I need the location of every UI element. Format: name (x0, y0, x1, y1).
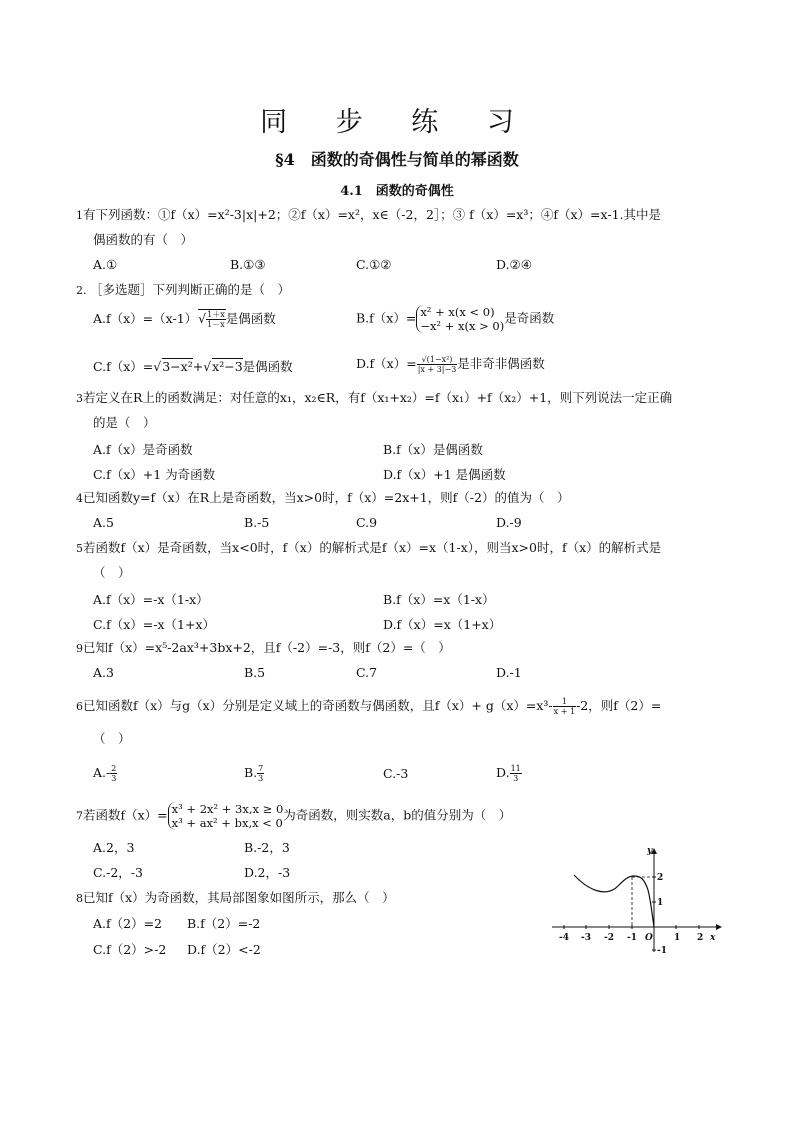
y-tick-label: 2 (657, 873, 664, 883)
option-a: A.f（2）=2 (93, 916, 163, 931)
option-c: C.9 (356, 515, 378, 530)
option-d: D.f（2）<-2 (187, 942, 261, 957)
question-number: 7 (76, 809, 83, 823)
question-9 (76, 639, 451, 658)
question-6-line2: （ ） (93, 731, 131, 746)
option-d: D.f（x）= $\frac{\text{√(1−x²)}}{|x + 3|-3}$ 是非奇非偶函数 (356, 355, 545, 374)
question-number: 9 (76, 642, 83, 655)
question-text: 已知f（x）=x⁵-2ax³+3bx+2，且f（-2）=-3，则f（2）=（ ） (83, 640, 451, 655)
option-a: A.f（x）是奇函数 (93, 442, 193, 457)
question-number: 3 (76, 392, 83, 405)
question-6: 6已知函数f（x）与g（x）分别是定义域上的奇函数与偶函数，且f（x）+ g（x）=x³- $\frac{1}{x + 1}$ -2，则f（2）= (76, 697, 662, 716)
question-1-line2: 偶函数的有（ ） (93, 232, 194, 247)
question-number: 8 (76, 892, 83, 905)
x-tick-label: -1 (627, 933, 637, 943)
fraction: $\frac{1+x}{1-x}$ (207, 310, 225, 329)
option-b: B. $\frac{7}{3}$ (244, 764, 264, 783)
question-text: ［多选题］下列判断正确的是（ ） (90, 282, 291, 297)
option-a: A.f（x）=（x-1）√ $\frac{1+x}{1-x}$ 是偶函数 (93, 310, 276, 329)
option-d: D.-1 (496, 665, 522, 680)
option-a: A.2，3 (93, 840, 135, 855)
option-a: A.5 (93, 515, 114, 530)
section-heading: §4 函数的奇偶性与简单的幂函数 (275, 150, 519, 169)
option-c: C.-3 (383, 766, 409, 781)
option-c: C.f（x）=√3−x²+√x²−3是偶函数 (93, 359, 293, 374)
question-3 (76, 389, 672, 408)
option-b: B.f（2）=-2 (187, 916, 261, 931)
x-tick-label: -4 (559, 933, 569, 943)
question-5-line2: （ ） (93, 565, 131, 580)
question-1 (76, 206, 661, 225)
subsection-heading: 4.1 函数的奇偶性 (340, 184, 454, 199)
option-b: B.①③ (230, 257, 266, 272)
y-tick-label: -1 (657, 946, 667, 955)
option-b: B.f（x）= x² + x(x < 0) −x² + x(x > 0) 是奇函数 (356, 305, 555, 333)
question-2: 2. ［多选题］下列判断正确的是（ ） (76, 282, 291, 297)
x-tick-label: 2 (697, 933, 704, 943)
option-c: C.f（2）>-2 (93, 942, 167, 957)
question-number: 4 (76, 492, 83, 505)
piecewise-brace: x² + x(x < 0) −x² + x(x > 0) (416, 305, 504, 333)
question-text: 有下列函数：①f（x）=x²-3|x|+2；②f（x）=x²，x∈（-2，2］；③ f（x）=x³；④f（x）=x-1.其中是 (83, 207, 661, 222)
question-number: 5 (76, 542, 83, 555)
option-b: B.-2，3 (244, 840, 290, 855)
fraction: $\frac{1}{x + 1}$ (553, 697, 576, 716)
question-number: 6 (76, 700, 83, 713)
option-d: D.f（x）=x（1+x） (383, 617, 502, 632)
x-tick-label: 1 (674, 933, 681, 943)
fraction: $\frac{\text{√(1−x²)}}{|x + 3|-3}$ (417, 355, 457, 374)
question-text: 若函数f（x）是奇函数，当x<0时，f（x）的解析式是f（x）=x（1-x），则当x>0时，f（x）的解析式是 (83, 540, 662, 555)
option-b: B.-5 (244, 515, 270, 530)
question-3-line2: 的是（ ） (93, 415, 156, 430)
question-text: 若定义在R上的函数满足：对任意的x₁，x₂∈R，有f（x₁+x₂）=f（x₁）+f（x₂）+1，则下列说法一定正确 (83, 390, 673, 405)
question-7: 7若函数f（x）= x³ + 2x² + 3x,x ≥ 0 x³ + ax² + bx,x < 0 为奇函数，则实数a，b的值分别为（ ） (76, 802, 512, 830)
option-c: C.7 (356, 665, 378, 680)
option-d: D.f（x）+1 是偶函数 (383, 467, 506, 482)
function-curve (574, 875, 654, 927)
option-d: D.②④ (496, 257, 532, 272)
option-b: B.f（x）=x（1-x） (383, 592, 495, 607)
option-b: B.5 (244, 665, 266, 680)
question-text: 已知函数y=f（x）在R上是奇函数，当x>0时，f（x）=2x+1，则f（-2）的值为（ ） (83, 490, 570, 505)
y-tick-label: 1 (657, 898, 664, 908)
question-4 (76, 489, 569, 508)
x-axis-arrow (716, 924, 722, 930)
option-d: D. $\frac{11}{3}$ (496, 764, 521, 783)
question-text: 已知f（x）为奇函数，其局部图象如图所示，那么（ ） (83, 890, 395, 905)
page-title: 同 步 练 习 (260, 107, 534, 138)
sqrt-sign: √ $\frac{1+x}{1-x}$ (198, 310, 225, 329)
question-8 (76, 889, 395, 908)
option-b: B.f（x）是偶函数 (383, 442, 483, 457)
option-a: A.- $\frac{2}{3}$ (93, 764, 117, 783)
y-axis-label: y (647, 846, 653, 856)
function-graph (548, 840, 728, 955)
option-d: D.2，-3 (244, 865, 291, 880)
question-number: 1 (76, 209, 83, 222)
question-5 (76, 539, 661, 558)
option-c: C.f（x）=-x（1+x） (93, 617, 215, 632)
option-c: C.①② (356, 257, 392, 272)
piecewise-brace: x³ + 2x² + 3x,x ≥ 0 x³ + ax² + bx,x < 0 (168, 802, 284, 830)
option-c: C.f（x）+1 为奇函数 (93, 467, 216, 482)
x-tick-label: -2 (604, 933, 614, 943)
option-a: A.f（x）=-x（1-x） (93, 592, 209, 607)
x-tick-label: -3 (581, 933, 591, 943)
option-a: A.① (93, 257, 118, 272)
x-axis-label: x (710, 933, 716, 943)
option-c: C.-2，-3 (93, 865, 143, 880)
question-number: 2 (76, 284, 83, 297)
option-d: D.-9 (496, 515, 522, 530)
option-a: A.3 (93, 665, 114, 680)
origin-label: O (645, 933, 653, 943)
